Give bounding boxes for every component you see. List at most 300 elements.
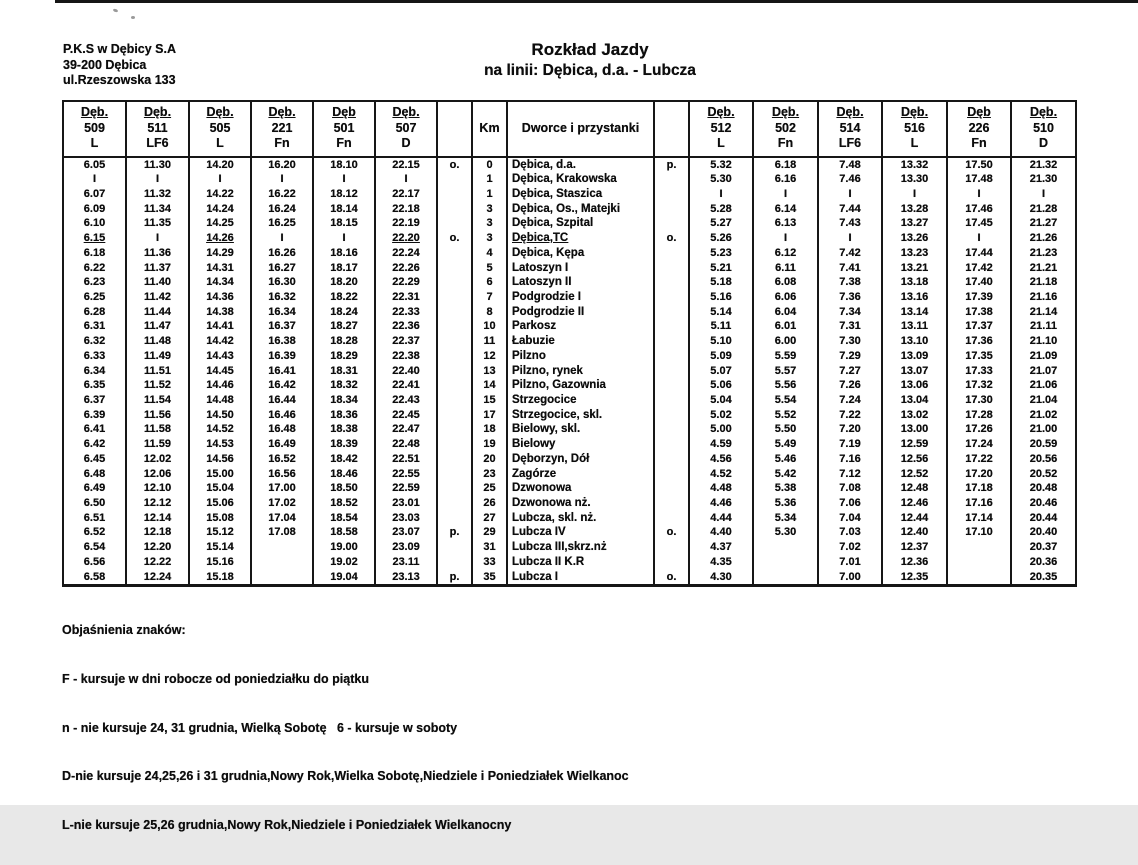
table-row xyxy=(63,157,1076,173)
time-cell: 14.42 xyxy=(189,334,251,349)
table-row xyxy=(63,364,1076,379)
time-cell xyxy=(947,555,1011,570)
time-cell: 13.10 xyxy=(882,334,947,349)
time-cell: 6.11 xyxy=(753,261,818,276)
time-cell: 7.44 xyxy=(818,202,882,217)
table-row xyxy=(63,467,1076,482)
time-cell: 21.16 xyxy=(1011,290,1076,305)
document-title-block xyxy=(380,40,800,81)
time-cell: 15.16 xyxy=(189,555,251,570)
time-cell: 12.12 xyxy=(126,496,189,511)
time-cell: 4.44 xyxy=(689,511,753,526)
time-cell: 11.56 xyxy=(126,408,189,423)
marker-cell: p. xyxy=(654,157,689,173)
time-cell: 23.13 xyxy=(375,570,437,586)
time-cell: 18.46 xyxy=(313,467,375,482)
time-cell: 7.48 xyxy=(818,157,882,173)
station-cell: Dębica, Staszica xyxy=(507,187,654,202)
time-cell: 6.18 xyxy=(753,157,818,173)
time-cell: 12.24 xyxy=(126,570,189,586)
time-cell: 5.02 xyxy=(689,408,753,423)
time-cell: 18.58 xyxy=(313,525,375,540)
time-cell: 13.09 xyxy=(882,349,947,364)
marker-cell xyxy=(437,275,472,290)
table-row xyxy=(63,319,1076,334)
page-title: Rozkład Jazdy xyxy=(531,40,649,59)
time-cell: 21.11 xyxy=(1011,319,1076,334)
time-cell: 16.46 xyxy=(251,408,313,423)
table-row xyxy=(63,202,1076,217)
time-cell: 18.15 xyxy=(313,216,375,231)
time-cell: 5.11 xyxy=(689,319,753,334)
time-cell: 13.02 xyxy=(882,408,947,423)
time-cell: 21.30 xyxy=(1011,172,1076,187)
time-cell: 12.48 xyxy=(882,481,947,496)
time-cell: 11.36 xyxy=(126,246,189,261)
time-cell xyxy=(753,570,818,586)
time-cell: 16.34 xyxy=(251,305,313,320)
time-cell: 17.04 xyxy=(251,511,313,526)
time-cell: I xyxy=(92,173,97,186)
marker-cell xyxy=(437,540,472,555)
station-cell: Dębica, Krakowska xyxy=(507,172,654,187)
time-cell: 17.38 xyxy=(947,305,1011,320)
time-cell: I xyxy=(753,187,818,202)
time-cell: 4.56 xyxy=(689,452,753,467)
time-cell: 20.56 xyxy=(1011,452,1076,467)
time-cell: 5.14 xyxy=(689,305,753,320)
time-cell: 16.25 xyxy=(251,216,313,231)
time-cell: 14.41 xyxy=(189,319,251,334)
time-cell: 13.28 xyxy=(882,202,947,217)
time-cell: 18.20 xyxy=(313,275,375,290)
time-cell: 22.24 xyxy=(375,246,437,261)
time-cell: 7.43 xyxy=(818,216,882,231)
time-cell: 21.09 xyxy=(1011,349,1076,364)
time-cell: 7.29 xyxy=(818,349,882,364)
time-cell: 14.45 xyxy=(189,364,251,379)
marker-cell xyxy=(437,364,472,379)
time-cell: I xyxy=(947,187,1011,202)
time-cell: 21.06 xyxy=(1011,378,1076,393)
time-cell: 14.36 xyxy=(189,290,251,305)
time-cell: I xyxy=(689,187,753,202)
time-cell: 5.21 xyxy=(689,261,753,276)
time-cell: 16.44 xyxy=(251,393,313,408)
time-cell: 7.19 xyxy=(818,437,882,452)
time-cell: 22.55 xyxy=(375,467,437,482)
time-cell: 4.59 xyxy=(689,437,753,452)
table-row xyxy=(63,290,1076,305)
table-row xyxy=(63,496,1076,511)
time-cell: 14.50 xyxy=(189,408,251,423)
time-cell: 13.14 xyxy=(882,305,947,320)
time-cell: 6.06 xyxy=(753,290,818,305)
time-cell: 6.31 xyxy=(83,320,106,333)
km-cell: 35 xyxy=(472,570,507,586)
time-cell: 14.22 xyxy=(189,187,251,202)
station-cell: Lubcza I xyxy=(507,570,654,586)
time-cell: 12.14 xyxy=(126,511,189,526)
time-cell: 18.54 xyxy=(313,511,375,526)
time-cell: 11.51 xyxy=(126,364,189,379)
table-row xyxy=(63,349,1076,364)
km-cell: 3 xyxy=(472,231,507,246)
time-cell: 6.28 xyxy=(83,305,106,318)
time-cell xyxy=(251,540,313,555)
km-cell: 19 xyxy=(472,437,507,452)
time-cell: 14.20 xyxy=(189,157,251,173)
time-cell: 6.18 xyxy=(83,246,106,259)
km-cell: 13 xyxy=(472,364,507,379)
time-cell: 11.44 xyxy=(126,305,189,320)
km-cell: 15 xyxy=(472,393,507,408)
time-cell: 16.42 xyxy=(251,378,313,393)
time-cell: 13.06 xyxy=(882,378,947,393)
time-cell: 6.34 xyxy=(83,364,106,377)
marker-cell xyxy=(437,172,472,187)
km-cell: 1 xyxy=(472,172,507,187)
time-cell: 6.54 xyxy=(83,541,106,554)
time-cell: 14.31 xyxy=(189,261,251,276)
time-cell: 6.58 xyxy=(83,570,106,583)
time-cell: 6.33 xyxy=(83,349,106,362)
time-cell: 11.58 xyxy=(126,422,189,437)
time-cell: 18.39 xyxy=(313,437,375,452)
km-cell: 18 xyxy=(472,422,507,437)
marker-cell xyxy=(437,290,472,305)
time-cell: 7.34 xyxy=(818,305,882,320)
time-cell: 17.08 xyxy=(251,525,313,540)
time-cell: 23.03 xyxy=(375,511,437,526)
header-row xyxy=(63,101,1076,157)
time-cell: 12.44 xyxy=(882,511,947,526)
marker-cell xyxy=(654,349,689,364)
marker-cell xyxy=(437,481,472,496)
time-cell: I xyxy=(818,231,882,246)
time-cell: 21.02 xyxy=(1011,408,1076,423)
time-cell: 5.59 xyxy=(753,349,818,364)
column-header: Dęb. 509 L xyxy=(63,101,126,157)
time-cell: 5.04 xyxy=(689,393,753,408)
time-cell: 14.34 xyxy=(189,275,251,290)
time-cell: 13.00 xyxy=(882,422,947,437)
time-cell: 5.34 xyxy=(753,511,818,526)
stations-column-header: Dworce i przystanki xyxy=(507,101,654,157)
table-row xyxy=(63,525,1076,540)
time-cell: 11.59 xyxy=(126,437,189,452)
time-cell: 4.52 xyxy=(689,467,753,482)
time-cell: 5.30 xyxy=(689,172,753,187)
marker-cell xyxy=(654,437,689,452)
time-cell: 13.32 xyxy=(882,157,947,173)
time-cell: 12.06 xyxy=(126,467,189,482)
time-cell: 22.38 xyxy=(375,349,437,364)
station-cell: Lubcza, skl. nż. xyxy=(507,511,654,526)
table-row xyxy=(63,305,1076,320)
station-cell: Pilzno xyxy=(507,349,654,364)
time-cell: 18.31 xyxy=(313,364,375,379)
time-cell: 7.38 xyxy=(818,275,882,290)
station-cell: Dębica, Szpital xyxy=(507,216,654,231)
marker-cell xyxy=(654,319,689,334)
time-cell: 5.52 xyxy=(753,408,818,423)
time-cell: 22.41 xyxy=(375,378,437,393)
time-cell: 13.23 xyxy=(882,246,947,261)
time-cell: 18.14 xyxy=(313,202,375,217)
company-postal: 39-200 Dębica xyxy=(63,57,147,72)
time-cell: 17.00 xyxy=(251,481,313,496)
table-row xyxy=(63,555,1076,570)
timetable-header xyxy=(63,101,1076,157)
table-row xyxy=(63,481,1076,496)
time-cell: 5.54 xyxy=(753,393,818,408)
column-header: Dęb. 507 D xyxy=(375,101,437,157)
table-row xyxy=(63,275,1076,290)
scan-noise xyxy=(113,8,119,13)
time-cell: I xyxy=(375,172,437,187)
time-cell: 12.10 xyxy=(126,481,189,496)
time-cell: 12.56 xyxy=(882,452,947,467)
time-cell: 12.02 xyxy=(126,452,189,467)
time-cell: 7.46 xyxy=(818,172,882,187)
company-street: ul.Rzeszowska 133 xyxy=(63,73,176,87)
time-cell: 21.00 xyxy=(1011,422,1076,437)
marker-cell: p. xyxy=(437,525,472,540)
time-cell: 5.49 xyxy=(753,437,818,452)
time-cell: 7.42 xyxy=(818,246,882,261)
time-cell: 6.51 xyxy=(83,511,106,524)
table-row xyxy=(63,437,1076,452)
time-cell: 14.46 xyxy=(189,378,251,393)
time-cell: 17.20 xyxy=(947,467,1011,482)
marker-cell xyxy=(437,422,472,437)
time-cell: 14.48 xyxy=(189,393,251,408)
time-cell: 12.59 xyxy=(882,437,947,452)
time-cell: 4.46 xyxy=(689,496,753,511)
column-header: Dęb 226 Fn xyxy=(947,101,1011,157)
marker-cell xyxy=(437,496,472,511)
time-cell: 21.04 xyxy=(1011,393,1076,408)
time-cell: 19.02 xyxy=(313,555,375,570)
station-cell: Podgrodzie II xyxy=(507,305,654,320)
marker-cell xyxy=(437,319,472,334)
marker-cell xyxy=(437,467,472,482)
time-cell: 14.29 xyxy=(189,246,251,261)
time-cell: 17.42 xyxy=(947,261,1011,276)
table-row xyxy=(63,422,1076,437)
time-cell: 6.15 xyxy=(83,232,106,245)
time-cell: 17.10 xyxy=(947,525,1011,540)
time-cell: 7.12 xyxy=(818,467,882,482)
marker-cell xyxy=(654,540,689,555)
time-cell: 5.42 xyxy=(753,467,818,482)
time-cell: 13.26 xyxy=(882,231,947,246)
time-cell: 22.17 xyxy=(375,187,437,202)
time-cell: 17.36 xyxy=(947,334,1011,349)
time-cell: I xyxy=(189,172,251,187)
time-cell: 22.51 xyxy=(375,452,437,467)
km-cell: 5 xyxy=(472,261,507,276)
time-cell: 4.30 xyxy=(689,570,753,586)
table-row xyxy=(63,246,1076,261)
marker-column-header xyxy=(654,101,689,157)
legend-line-F: F - kursuje w dni robocze od poniedziałku do piątku xyxy=(62,672,369,687)
time-cell: 15.12 xyxy=(189,525,251,540)
time-cell: 22.37 xyxy=(375,334,437,349)
km-cell: 33 xyxy=(472,555,507,570)
time-cell: 6.13 xyxy=(753,216,818,231)
marker-cell xyxy=(654,334,689,349)
time-cell: 22.47 xyxy=(375,422,437,437)
time-cell: 17.18 xyxy=(947,481,1011,496)
km-cell: 20 xyxy=(472,452,507,467)
time-cell: 6.08 xyxy=(753,275,818,290)
time-cell: 6.10 xyxy=(83,217,106,230)
time-cell: 16.49 xyxy=(251,437,313,452)
marker-cell xyxy=(654,202,689,217)
time-cell: 17.44 xyxy=(947,246,1011,261)
time-cell: 17.26 xyxy=(947,422,1011,437)
time-cell xyxy=(251,570,313,586)
time-cell: 20.36 xyxy=(1011,555,1076,570)
time-cell: 21.26 xyxy=(1011,231,1076,246)
time-cell: 18.17 xyxy=(313,261,375,276)
station-cell: Parkosz xyxy=(507,319,654,334)
km-cell: 7 xyxy=(472,290,507,305)
time-cell: 21.23 xyxy=(1011,246,1076,261)
marker-cell xyxy=(437,408,472,423)
time-cell: 14.38 xyxy=(189,305,251,320)
km-column-header: Km xyxy=(472,101,507,157)
km-cell: 11 xyxy=(472,334,507,349)
time-cell: 6.09 xyxy=(83,202,106,215)
time-cell: 6.04 xyxy=(753,305,818,320)
time-cell: 7.31 xyxy=(818,319,882,334)
time-cell: 20.35 xyxy=(1011,570,1076,586)
time-cell: 14.53 xyxy=(189,437,251,452)
time-cell: 7.03 xyxy=(818,525,882,540)
marker-cell xyxy=(437,378,472,393)
time-cell: 23.07 xyxy=(375,525,437,540)
time-cell: 18.12 xyxy=(313,187,375,202)
time-cell: 13.04 xyxy=(882,393,947,408)
station-cell: Dęborzyn, Dół xyxy=(507,452,654,467)
time-cell: 22.20 xyxy=(375,231,437,246)
km-cell: 31 xyxy=(472,540,507,555)
time-cell: I xyxy=(753,231,818,246)
time-cell: I xyxy=(126,172,189,187)
time-cell: 17.46 xyxy=(947,202,1011,217)
time-cell: 21.32 xyxy=(1011,157,1076,173)
time-cell: 20.44 xyxy=(1011,511,1076,526)
marker-cell xyxy=(437,261,472,276)
time-cell: 16.22 xyxy=(251,187,313,202)
legend-title: Objaśnienia znaków: xyxy=(62,623,186,638)
time-cell: I xyxy=(947,231,1011,246)
time-cell: 11.52 xyxy=(126,378,189,393)
time-cell: 7.20 xyxy=(818,422,882,437)
table-row xyxy=(63,261,1076,276)
time-cell: 21.28 xyxy=(1011,202,1076,217)
time-cell: 16.37 xyxy=(251,319,313,334)
time-cell: 18.52 xyxy=(313,496,375,511)
km-cell: 6 xyxy=(472,275,507,290)
time-cell: 18.36 xyxy=(313,408,375,423)
time-cell: 22.43 xyxy=(375,393,437,408)
station-cell: Strzegocice xyxy=(507,393,654,408)
scan-noise xyxy=(131,16,135,19)
time-cell: 20.52 xyxy=(1011,467,1076,482)
time-cell: 11.37 xyxy=(126,261,189,276)
time-cell: 6.35 xyxy=(83,379,106,392)
time-cell: 6.22 xyxy=(83,261,106,274)
time-cell: 6.25 xyxy=(83,290,106,303)
time-cell: I xyxy=(818,187,882,202)
time-cell: 16.20 xyxy=(251,157,313,173)
km-cell: 3 xyxy=(472,202,507,217)
time-cell: I xyxy=(1011,187,1076,202)
station-cell: Latoszyn I xyxy=(507,261,654,276)
time-cell: 22.18 xyxy=(375,202,437,217)
marker-cell xyxy=(654,422,689,437)
time-cell: 17.22 xyxy=(947,452,1011,467)
time-cell: 21.27 xyxy=(1011,216,1076,231)
column-header: Dęb. 516 L xyxy=(882,101,947,157)
time-cell: 6.39 xyxy=(83,408,106,421)
time-cell: 12.36 xyxy=(882,555,947,570)
route-title: na linii: Dębica, d.a. - Lubcza xyxy=(484,62,696,79)
time-cell: 18.24 xyxy=(313,305,375,320)
km-cell: 1 xyxy=(472,187,507,202)
time-cell: 20.40 xyxy=(1011,525,1076,540)
station-cell: Dzwonowa xyxy=(507,481,654,496)
station-cell: Dębica,TC xyxy=(507,231,654,246)
time-cell: 18.32 xyxy=(313,378,375,393)
time-cell: 7.00 xyxy=(818,570,882,586)
time-cell: 6.52 xyxy=(83,526,106,539)
time-cell: 17.32 xyxy=(947,378,1011,393)
marker-cell: o. xyxy=(654,570,689,586)
time-cell: 22.31 xyxy=(375,290,437,305)
time-cell: 12.18 xyxy=(126,525,189,540)
time-cell: 16.24 xyxy=(251,202,313,217)
time-cell: 5.32 xyxy=(689,157,753,173)
table-row xyxy=(63,216,1076,231)
time-cell: 7.30 xyxy=(818,334,882,349)
time-cell: 17.50 xyxy=(947,157,1011,173)
time-cell: 18.28 xyxy=(313,334,375,349)
station-cell: Pilzno, Gazownia xyxy=(507,378,654,393)
scan-edge-artifact xyxy=(55,0,1138,3)
time-cell: 6.49 xyxy=(83,482,106,495)
time-cell: 15.06 xyxy=(189,496,251,511)
station-cell: Lubcza III,skrz.nż xyxy=(507,540,654,555)
time-cell: 18.27 xyxy=(313,319,375,334)
time-cell: 14.26 xyxy=(189,231,251,246)
marker-cell xyxy=(437,334,472,349)
time-cell: 5.26 xyxy=(689,231,753,246)
time-cell: 7.08 xyxy=(818,481,882,496)
time-cell: 11.30 xyxy=(126,157,189,173)
time-cell: 12.52 xyxy=(882,467,947,482)
marker-cell xyxy=(654,378,689,393)
legend-line-n: n - nie kursuje 24, 31 grudnia, Wielką Sobotę 6 - kursuje w soboty xyxy=(62,720,458,735)
time-cell: 17.40 xyxy=(947,275,1011,290)
time-cell: 21.07 xyxy=(1011,364,1076,379)
marker-cell xyxy=(437,393,472,408)
time-cell: 23.01 xyxy=(375,496,437,511)
